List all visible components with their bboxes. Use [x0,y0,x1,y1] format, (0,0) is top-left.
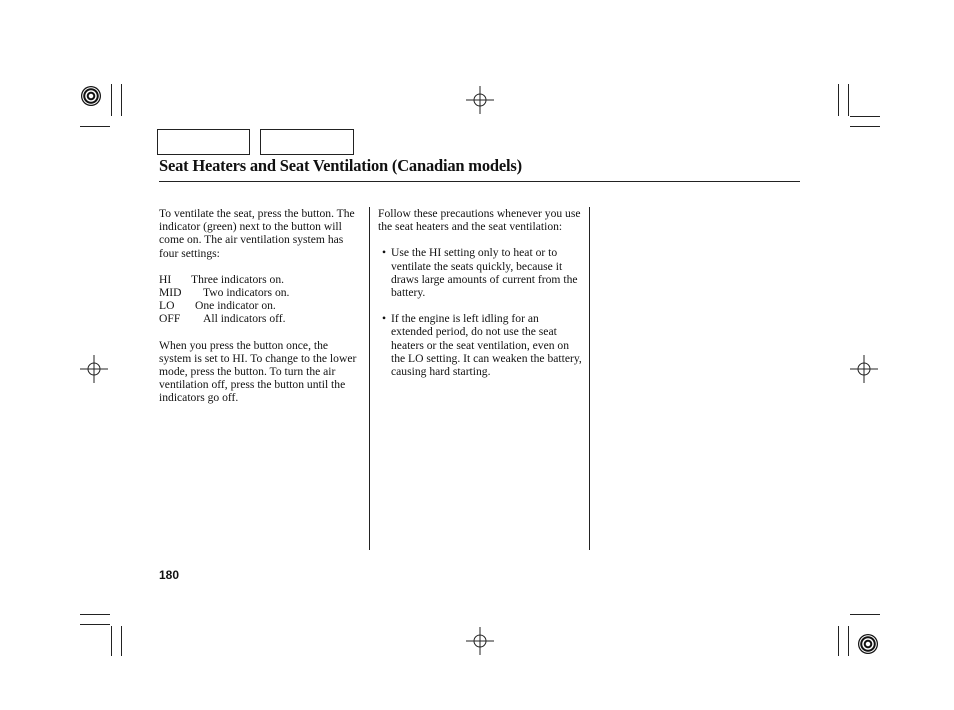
crop-mark [850,116,880,117]
crop-mark [111,626,112,656]
crosshair-right [850,355,878,383]
setting-key: LO [159,299,175,313]
bullet-icon: • [382,312,387,326]
page-number: 180 [159,568,180,582]
settings-list [159,273,361,326]
crop-mark [848,84,849,116]
crop-mark [850,614,880,615]
setting-row-off [159,312,361,325]
section-tab-2 [260,129,354,155]
crop-mark [121,626,122,656]
crop-mark [111,84,112,116]
precaution-item: • Use the HI setting only to heat or to ventilate the seats quickly, because it draws large amounts of current from the battery. [382,246,578,300]
column-divider-1 [369,207,370,550]
crop-mark [121,84,122,116]
precautions-intro: Follow these precautions whenever you use the seat heaters and the seat ventilation: [378,207,581,234]
section-tab-1 [157,129,250,155]
crop-mark [850,126,880,127]
setting-desc: Two indicators on. [203,286,290,299]
setting-key: HI [159,272,172,286]
crop-mark [848,626,849,656]
column-left [159,207,361,405]
registration-target-top-left [81,86,101,106]
registration-target-bottom-right [858,634,878,654]
setting-desc: Three indicators on. [191,272,285,286]
crop-mark [80,614,110,615]
crosshair-top [466,86,494,114]
crop-mark [80,126,110,127]
setting-desc: All indicators off. [203,312,286,326]
setting-row-lo [159,299,361,312]
setting-desc: One indicator on. [195,299,276,313]
crop-mark [838,626,839,656]
crop-mark [838,84,839,116]
setting-key: OFF [159,312,181,326]
column-divider-2 [589,207,590,550]
page-title: Seat Heaters and Seat Ventilation (Canadian models) [159,156,522,175]
title-divider [159,181,800,182]
crop-mark [80,624,110,625]
crosshair-bottom [466,627,494,655]
setting-row-hi [159,273,361,286]
bullet-icon: • [382,246,387,260]
crosshair-left [80,355,108,383]
ventilation-instructions: When you press the button once, the system is set to HI. To change to the lower mode, press the button. To turn the air ventilation off, press the button until the indicators go off. [159,338,357,405]
precaution-item: • If the engine is left idling for an extended period, do not use the seat heaters or the seat ventilation, even on the LO setting. It can weaken the battery, causing hard starting. [382,312,582,379]
ventilation-intro: To ventilate the seat, press the button. The indicator (green) next to the button will come on. The air ventilation system has four settings: [159,207,355,260]
setting-key: MID [159,286,182,299]
column-middle [378,207,582,378]
setting-row-mid [159,286,361,299]
